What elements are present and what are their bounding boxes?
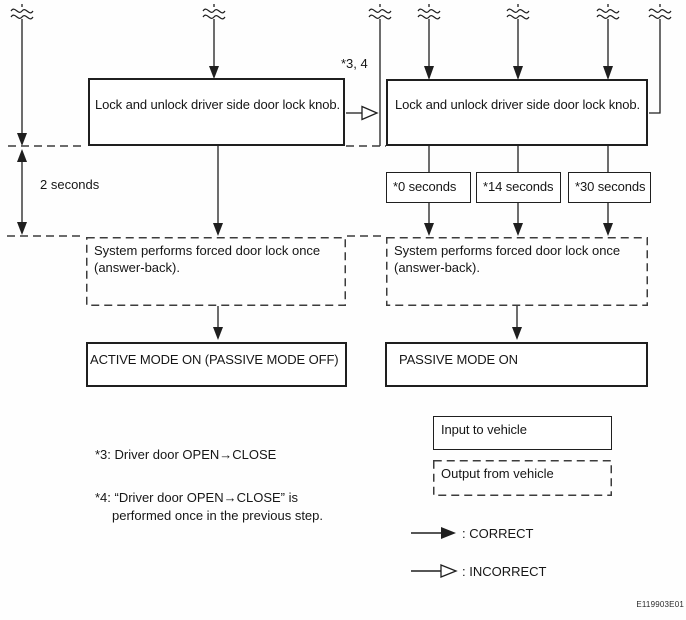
flow-arrow [512, 306, 522, 340]
correct-arrow-icon [411, 527, 456, 539]
break-mark-icon [369, 4, 391, 19]
right-elbow-connector [649, 19, 660, 113]
footnote-3: *3: Driver door OPEN→CLOSE [95, 447, 277, 462]
flow-arrow [424, 203, 613, 236]
break-mark-icon [507, 4, 529, 19]
footnote-4-line2: performed once in the previous step. [112, 508, 324, 523]
left-trigger-box: Lock and unlock driver side door lock knob. [88, 78, 345, 146]
left-action-line2: (answer-back). [94, 260, 180, 275]
input-arrow [424, 19, 434, 80]
break-mark-icon [597, 4, 619, 19]
figure-code: E119903E01 [636, 600, 684, 609]
delay-box-0-seconds: *0 seconds [386, 172, 471, 203]
active-mode-result-box: ACTIVE MODE ON (PASSIVE MODE OFF) [86, 342, 347, 387]
break-mark-icon [418, 4, 440, 19]
delay-connector [429, 146, 608, 172]
interval-label: 2 seconds [40, 177, 100, 192]
right-action-box-text [394, 242, 620, 276]
incorrect-arrow-icon [411, 565, 456, 577]
left-action-box-text [94, 242, 320, 276]
left-action-line1: System performs forced door lock once [94, 243, 321, 258]
right-action-line2: (answer-back). [394, 260, 480, 275]
incorrect-path-arrow-icon [346, 107, 377, 120]
interval-measure-arrow [17, 149, 27, 235]
input-arrow [209, 19, 219, 79]
input-arrow [513, 19, 523, 80]
right-action-line1: System performs forced door lock once [394, 243, 621, 258]
flow-arrow [213, 306, 223, 340]
break-mark-icon [649, 4, 671, 19]
delay-box-14-seconds: *14 seconds [476, 172, 561, 203]
break-mark-icon [11, 4, 33, 19]
legend-incorrect-label: : INCORRECT [462, 564, 547, 579]
passive-mode-result-box: PASSIVE MODE ON [385, 342, 648, 387]
ref-marker-label: *3, 4 [341, 56, 368, 71]
delay-box-30-seconds: *30 seconds [568, 172, 651, 203]
legend-input-box: Input to vehicle [433, 416, 612, 450]
flow-arrow [213, 146, 223, 236]
right-trigger-box: Lock and unlock driver side door lock knob. [386, 79, 648, 146]
legend-output-box-label: Output from vehicle [441, 466, 554, 481]
footnote-4-line1: *4: “Driver door OPEN→CLOSE” is [95, 490, 298, 505]
input-arrow [603, 19, 613, 80]
break-mark-icon [203, 4, 225, 19]
legend-correct-label: : CORRECT [462, 526, 534, 541]
timeline-left-arrow [17, 19, 27, 146]
